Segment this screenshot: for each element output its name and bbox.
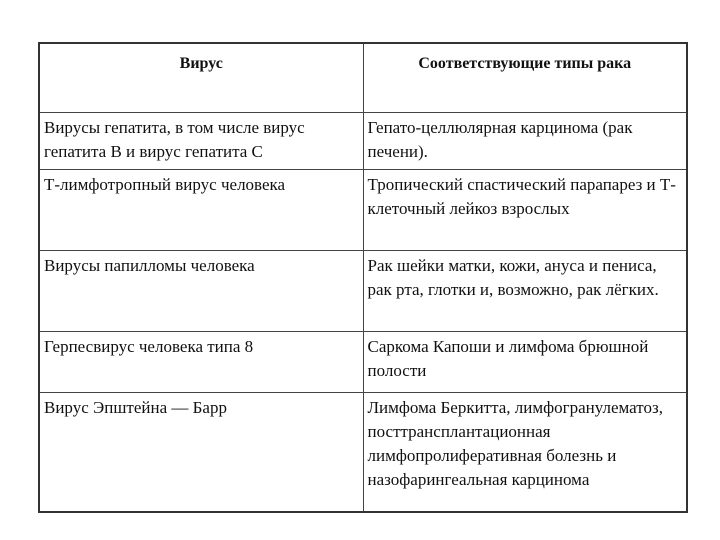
table-row: [39, 250, 687, 331]
virus-cell: Вирусы папилломы человека: [39, 250, 363, 331]
cancer-cell: Рак шейки матки, кожи, ануса и пениса, рак рта, глотки и, возможно, рак лёгких.: [363, 250, 687, 331]
table-row: [39, 331, 687, 392]
cancer-cell: Гепато-целлюлярная карцинома (рак печени).: [363, 112, 687, 169]
virus-cell: Т-лимфотропный вирус человека: [39, 169, 363, 250]
virus-cell: Вирус Эпштейна — Барр: [39, 392, 363, 512]
table-row: [39, 169, 687, 250]
table-row: [39, 392, 687, 512]
header-virus: Вирус: [39, 43, 363, 112]
cancer-cell: Саркома Капоши и лимфома брюшной полости: [363, 331, 687, 392]
header-cancer-types: Соответствующие типы рака: [363, 43, 687, 112]
table-header: [39, 43, 687, 112]
table-row: [39, 112, 687, 169]
virus-cell: Герпесвирус человека типа 8: [39, 331, 363, 392]
virus-cell: Вирусы гепатита, в том числе вирус гепатита B и вирус гепатита C: [39, 112, 363, 169]
cancer-cell: Лимфома Беркитта, лимфогранулематоз, посттрансплантационная лимфопролиферативная болезнь и назофарингеальная карцинома: [363, 392, 687, 512]
header-row: [39, 43, 687, 112]
cancer-cell: Тропический спастический парапарез и Т-клеточный лейкоз взрослых: [363, 169, 687, 250]
table-body: [39, 112, 687, 512]
virus-cancer-table: [38, 42, 688, 513]
